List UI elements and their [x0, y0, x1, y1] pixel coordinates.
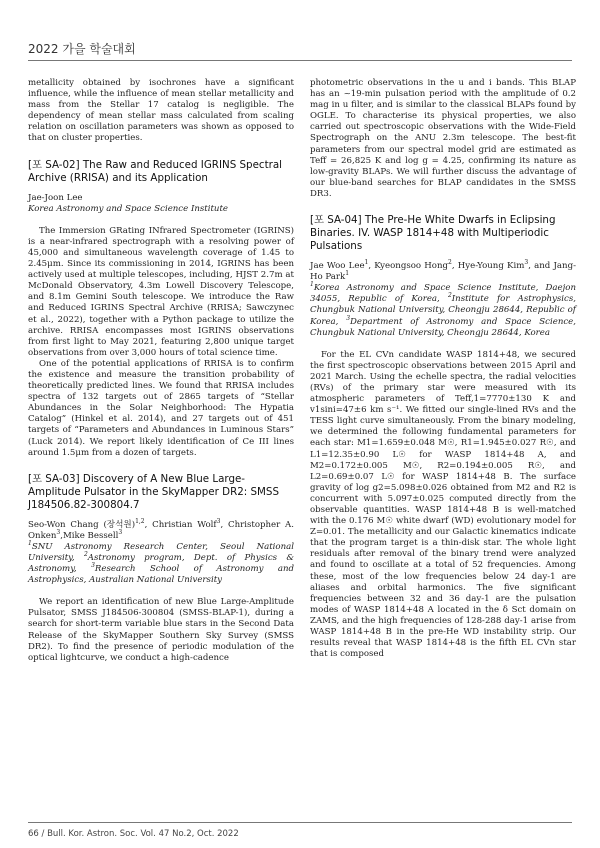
abstract-paragraph: The Immersion GRating INfrared Spectrometer (IGRINS) is a near-infrared spectrograph with a resolving power of 45,000 and simultaneous wavelength coverage of 1.45 to 2.45μm. Since its commissioning in 2014, IGRINS has been actively used at multiple telescopes, including, HJST 2.7m at McDonald Observatory, 4.3m Lowell Discovery Telescope, and 8.1m Gemini South telescope. We introduce the Raw and Reduced IGRINS Spectral Archive (RRISA; Sawczynec et al., 2022), together with a Python package to utilize the archive. RRISA encompasses most IGRINS observations from first light to May 2021, featuring 2,800 unique target observations from over 3,000 hours of total science time.: [28, 225, 294, 358]
abstract-title-sa02: [포 SA-02] The Raw and Reduced IGRINS Spectral Archive (RRISA) and its Application: [28, 158, 283, 184]
author-list-sa02: Jae-Joon Lee: [28, 192, 83, 203]
abstract-paragraph: One of the potential applications of RRISA is to confirm the existence and measure the transition probability of theoretically predicted lines. We found that RRISA includes spectra of 132 targets out of 2865 targets of “Stellar Abundances in the Solar Neighborhood: The Hypatia Catalog” (Hinkel et al. 2014), and 27 targets out of 451 targets of “Parameters and Abundances in Luminous Stars” (Luck 2014). We report likely identification of Ce III lines around 1.5μm from a dozen of targets.: [28, 358, 294, 458]
running-title: 2022 가을 학술대회: [28, 42, 136, 56]
affiliation-sa03: $^1$SNU Astronomy Research Center, Seoul National University, $^2$Astronomy program, Dept. of Physics & Astronomy, $^3$Research School of Astronomy and Astrophysics, Australian National University: [28, 540, 295, 586]
abstract-title-sa03: [포 SA-03] Discovery of A New Blue Large-Amplitude Pulsator in the SkyMapper DR2: SMSS J184506.82-300804.7: [28, 472, 280, 511]
abstract-title-sa04: [포 SA-04] The Pre-He White Dwarfs in Eclipsing Binaries. IV. WASP 1814+48 with Multiperiodic Pulsations: [310, 214, 556, 253]
abstract-paragraph: We report an identification of new Blue Large-Amplitude Pulsator, SMSS J184506-300804 (SMSS-BLAP-1), during a search for short-term variable blue stars in the Second Data Release of the SkyMapper Southern Sky Survey (SMSS DR2). To find the presence of periodic modulation of the optical lightcurve, we conduct a high-cadence: [28, 597, 294, 663]
continuation-paragraph: photometric observations in the u and i bands. This BLAP has an ~19-min pulsation period with the amplitude of 0.2 mag in u filter, and is similar to the classical BLAPs found by OGLE. To characterise its physical properties, we also carried out spectroscopic observations with the Wide-Field Spectrograph on the ANU 2.3m telescope. The best-fit parameters from our spectral model grid are estimated as Teff = 26,825 K and log g = 4.25, confirming its nature as low-gravity BLAPs. We will further discuss the advantage of our blue-band searches for BLAP candidates in the SMSS DR3.: [310, 78, 576, 199]
affiliation-sa02: Korea Astronomy and Space Science Institute: [28, 203, 229, 214]
affiliation-sa04: $^1$Korea Astronomy and Space Science Institute, Daejon 34055, Republic of Korea, $^2$Institute for Astrophysics, Chungbuk National University, Cheongju 28644, Republic of Korea, $^3$Department of Astronomy and Space Science, Chungbuk National University, Cheongju 28644, Korea: [310, 281, 576, 338]
continuation-paragraph: metallicity obtained by isochrones have a significant influence, while the influence of mean stellar metallicity and mass from the Stellar 17 catalog is negligible. The dependency of mean stellar mass calculated from scaling relation on oscillation parameters was shown as opposed to that on cluster properties.: [28, 78, 294, 144]
author-list-sa03: Seo-Won Chang (장석원)$^{1,2}$, Christian Wolf$^3$, Christopher A. Onken$^3$,Mike Bessell$^3$: [28, 517, 294, 541]
author-list-sa04: Jae Woo Lee$^1$, Kyeongsoo Hong$^2$, Hye-Young Kim$^3$, and Jang-Ho Park$^1$: [310, 259, 576, 283]
right-column: [310, 78, 576, 660]
header-rule: [28, 60, 572, 61]
abstract-paragraph: For the EL CVn candidate WASP 1814+48, we secured the first spectroscopic observations between 2015 April and 2021 March. Using the echelle spectra, the radial velocities (RVs) of the primary star were measured with its atmospheric parameters of Teff,1=7770±130 K and v1sini=47±6 km s⁻¹. We fitted our single-lined RVs and the TESS light curve simultaneously. From the binary modeling, we determined the following fundamental parameters for each star: M1=1.659±0.048 M☉, R1=1.945±0.027 R☉, and L1=12.35±0.90 L☉ for WASP 1814+48 A, and M2=0.172±0.005 M☉, R2=0.194±0.005 R☉, and L2=0.69±0.07 L☉ for WASP 1814+48 B. The surface gravity of log g2=5.098±0.026 obtained from M2 and R2 is concurrent with 5.097±0.025 computed directly from the observable quantities. WASP 1814+48 B is well-matched with the 0.176 M☉ white dwarf (WD) evolutionary model for Z=0.01. The metallicity and our Galactic kinematics indicate that the program target is a thin-disk star. The whole light residuals after removal of the binary trend were analyzed and found to oscillate at a total of 52 frequencies. Among these, most of the low frequencies below 24 day-1 are aliases and orbital harmonics. The five significant frequencies between 32 and 36 day-1 are the pulsation modes of WASP 1814+48 A located in the δ Sct domain on ZAMS, and the high frequencies of 128-288 day-1 arise from WASP 1814+48 B in the pre-He WD instability strip. Our results reveal that WASP 1814+48 is the fifth EL CVn star that is composed: [310, 349, 576, 660]
left-column: [28, 78, 294, 664]
footer-rule: [28, 822, 572, 823]
page-footer: 66 / Bull. Kor. Astron. Soc. Vol. 47 No.2, Oct. 2022: [28, 829, 239, 839]
